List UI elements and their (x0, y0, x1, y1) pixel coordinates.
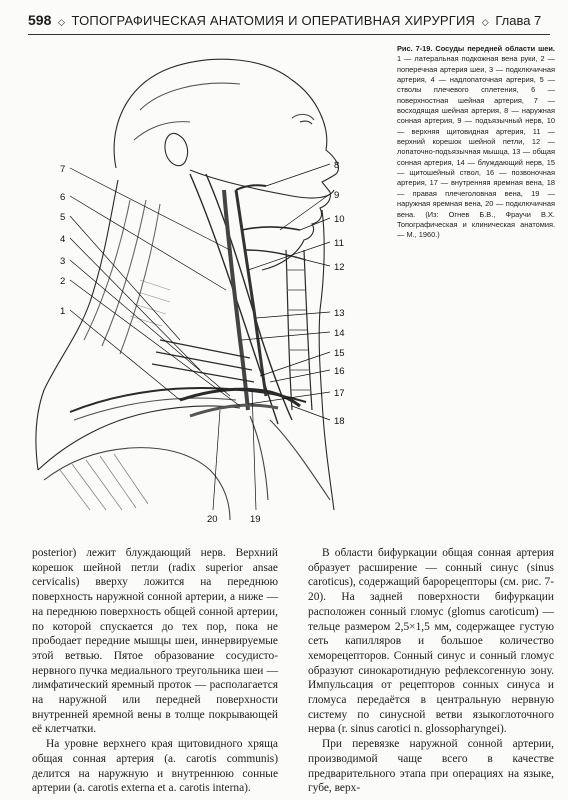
figure-labels-bottom (207, 514, 261, 525)
page-number: 598 (28, 12, 52, 28)
label-20: 20 (207, 514, 218, 525)
label-10: 10 (334, 214, 345, 225)
caption-body: 1 — латеральная подкожная вена руки, 2 — поперечная артерия шеи, 3 — подключичная артерия, 4 — надлопаточная артерия, 5 — стволы плечевого сплетения, 6 — поверхностная шейная артерия, 7 — восходящая шейная артерия, 8 — наружная сонная артерия, 9 — подъязычный нерв, 10 — верхняя щитовидная артерия, 11 — верхний корешок шейной петли, 12 — лопаточно-подъязычная мышца, 13 — общая сонная артерия, 14 — блуждающий нерв, 15 — щитошейный ствол, 16 — позвоночная артерия, 17 — внутренняя яремная вена, 18 — правая плечеголовная вена, 19 — наружная яремная вена, 20 — подключичная вена. (Из: Огнев Б.В., Фраучи В.Х. Топографическая и клиническая анатомия. — М., 1960.) (397, 54, 555, 240)
label-18: 18 (334, 416, 345, 427)
label-7: 7 (60, 164, 66, 175)
label-leader-lines (70, 164, 330, 510)
chapter-label: Глава 7 (495, 13, 542, 28)
label-17: 17 (334, 388, 345, 399)
label-15: 15 (334, 348, 345, 359)
figure-labels-right (334, 160, 345, 427)
label-16: 16 (334, 366, 345, 377)
diamond-separator-icon: ◇ (481, 17, 489, 27)
paragraph: posterior) лежит блуждающий нерв. Верхний корешок шейной петли (radix superior ansae cervicalis) вверху ложится на переднюю поверхность наружной сонной артерии, а ниже — на переднюю поверхность общей сонной артерии, по которой спускается до тех пор, пока не прободает передние мышцы шеи, иннервируемые этой ветвью. Пятое образование сосудисто-нервного пучка медиального треугольника шеи — лимфатический яремный проток — располагается на наружной или передней поверхности внутренней яремной вены в толще покрывающей её клетчатки. (32, 547, 278, 736)
diamond-separator-icon: ◇ (57, 17, 65, 27)
label-19: 19 (250, 514, 261, 525)
paragraph: При перевязке наружной сонной артерии, производимой чаще всего в качестве предварительного этапа при операциях на языке, губе, верх- (308, 738, 554, 795)
label-3: 3 (60, 256, 66, 267)
label-1: 1 (60, 306, 66, 317)
running-header (28, 12, 548, 36)
label-13: 13 (334, 308, 345, 319)
neck-vessels-illustration (30, 40, 390, 540)
label-5: 5 (60, 212, 66, 223)
caption-title: Рис. 7-19. Сосуды передней области шеи. (397, 44, 555, 53)
label-8: 8 (334, 160, 340, 171)
figure-caption (397, 44, 555, 241)
label-6: 6 (60, 192, 66, 203)
book-title: ТОПОГРАФИЧЕСКАЯ АНАТОМИЯ И ОПЕРАТИВНАЯ ХИРУРГИЯ (71, 13, 476, 28)
label-9: 9 (334, 190, 340, 201)
text-column-left (32, 546, 278, 796)
figure-labels-left (60, 164, 65, 317)
text-column-right (308, 546, 554, 796)
label-4: 4 (60, 234, 66, 245)
label-12: 12 (334, 262, 345, 273)
label-2: 2 (60, 276, 66, 287)
paragraph: В области бифуркации общая сонная артерия образует расширение — сонный синус (sinus caroticus), содержащий барорецепторы (см. рис. 7-20). На задней поверхности бифуркации расположен сонный гломус (glomus caroticum) — тельце размером 2,5×1,5 мм, содержащее густую сеть капилляров и большое количество хеморецепторов. Сонный синус и сонный гломус образуют синокаротидную рефлексогенную зону. Импульсация от рецепторов сонных синуса и гломуса передаётся в центральную нервную систему по синусной ветви языкоглоточного нерва (r. sinus carotici n. glossopharyngei). (308, 547, 554, 736)
paragraph: На уровне верхнего края щитовидного хряща общая сонная артерия (a. carotis communis) делится на наружную и внутреннюю сонные артерии (a. carotis externa et a. carotis interna). (32, 738, 278, 795)
header-rule (28, 34, 550, 35)
label-11: 11 (334, 238, 344, 249)
label-14: 14 (334, 328, 345, 339)
anatomy-drawing (36, 59, 338, 520)
